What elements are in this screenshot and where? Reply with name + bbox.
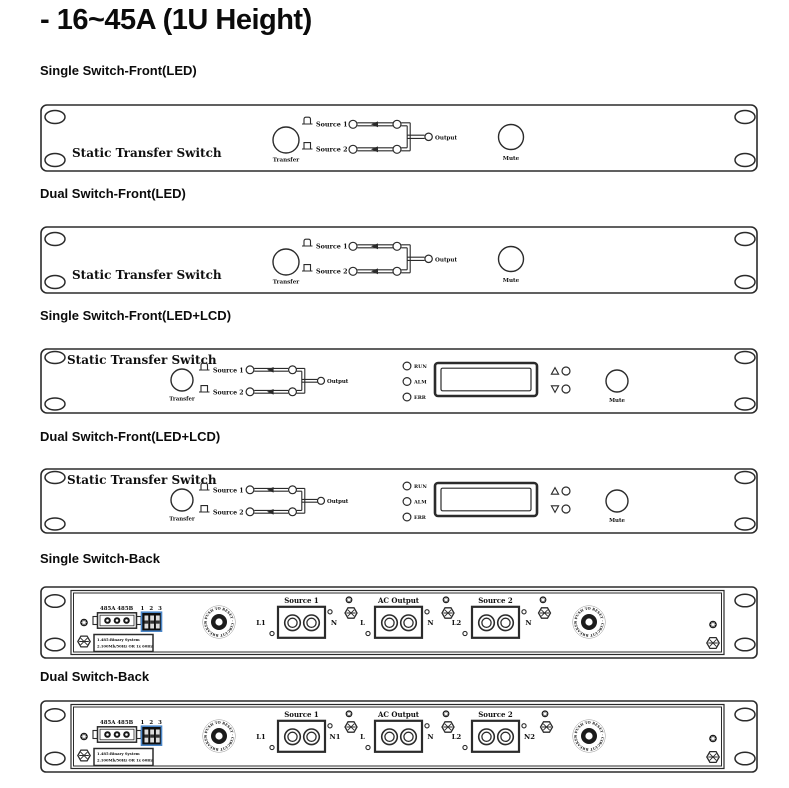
circuit-breaker-stamp: [203, 720, 236, 753]
bus-bracket: [297, 368, 318, 393]
screw-icon: [80, 619, 88, 627]
panel-dual-switch-front-lcd: [40, 468, 758, 534]
mute-button: [499, 247, 524, 285]
stamp-text: · PUSH TO RESET · CIRCUIT BREAKER: [203, 606, 235, 638]
bus-lines: [254, 368, 288, 393]
source2-led-2: [393, 267, 401, 275]
pilot-hole: [425, 724, 429, 728]
pilot-hole: [463, 631, 467, 635]
alm-led: [403, 498, 411, 506]
hex-screw-icon: [541, 722, 553, 732]
source1-terminal: [278, 710, 325, 752]
down-arrow-icon: [551, 386, 558, 393]
section-label-dual-back: Dual Switch-Back: [40, 669, 150, 684]
source1-led: [349, 242, 357, 250]
bus-bracket: [401, 123, 424, 151]
source2-led: [349, 267, 357, 275]
circuit-breaker-stamp: [573, 606, 606, 639]
pilot-hole: [328, 724, 332, 728]
screw-icon: [540, 596, 547, 603]
output-label: Output: [435, 257, 458, 264]
spec-line-1: 1.485:Binary System: [97, 637, 140, 642]
panel-dual-switch-back: [40, 700, 758, 773]
terminal-l2-label: L2: [451, 732, 462, 741]
run-led: [403, 362, 411, 370]
transfer-label: Transfer: [169, 396, 195, 403]
source1-label: Source 1: [213, 487, 244, 495]
source1-label: Source 1: [284, 709, 319, 719]
hex-screw-icon: [707, 752, 719, 763]
source1-icon: [302, 117, 313, 124]
dip-switch-label: 1 2 3: [140, 720, 164, 726]
terminal-l1-label: L1: [256, 732, 266, 741]
brand-text: Static Transfer Switch: [67, 473, 217, 487]
screw-icon: [346, 710, 353, 717]
stamp-text: · PUSH TO RESET · CIRCUIT BREAKER: [203, 720, 235, 752]
panel-dual-switch-front-led: [40, 226, 758, 294]
source2-led: [349, 145, 357, 153]
source2-label: Source 2: [213, 389, 244, 397]
pilot-hole: [425, 610, 429, 614]
section-label-dual-front-led: Dual Switch-Front(LED): [40, 186, 186, 201]
screw-icon: [443, 596, 450, 603]
mount-hole: [735, 233, 755, 246]
source2-icon: [302, 143, 313, 149]
source1-label: Source 1: [284, 595, 319, 605]
comm-port-label: 485A 485B: [100, 720, 134, 726]
bus-lines: [254, 488, 288, 513]
source2-terminal: [472, 596, 519, 638]
output-led: [425, 255, 432, 262]
mount-hole: [45, 398, 65, 410]
status-leds: [403, 362, 427, 401]
source1-label: Source 1: [316, 120, 348, 129]
panel-single-switch-front-lcd: [40, 348, 758, 414]
source2-led: [246, 508, 254, 516]
panel-single-switch-back: [40, 586, 758, 659]
mount-hole: [45, 233, 65, 246]
err-led: [403, 393, 411, 401]
section-label-dual-front-lcd: Dual Switch-Front(LED+LCD): [40, 429, 221, 444]
source1-led: [349, 120, 357, 128]
mount-hole: [45, 111, 65, 124]
pilot-hole: [522, 724, 526, 728]
source2-led-2: [393, 145, 401, 153]
transfer-label: Transfer: [169, 516, 195, 523]
mute-label: Mute: [609, 518, 625, 524]
bus-bracket: [297, 488, 318, 513]
stamp-text: · PUSH TO RESET · CIRCUIT BREAKER: [573, 606, 605, 638]
mute-button: [499, 125, 524, 163]
stamp-text: · PUSH TO RESET · CIRCUIT BREAKER: [573, 720, 605, 752]
hex-screw-icon: [442, 722, 454, 732]
mount-hole: [45, 595, 65, 608]
mute-button: [606, 370, 628, 404]
screw-icon: [80, 733, 88, 741]
source1-led-2: [393, 242, 401, 250]
source1-label: Source 1: [213, 367, 244, 375]
terminal-n-label: N: [525, 618, 532, 627]
ac-output-label: AC Output: [377, 595, 420, 605]
pilot-hole: [366, 631, 370, 635]
source2-label: Source 2: [478, 709, 513, 719]
source2-icon: [199, 506, 210, 512]
comm-port-label: 485A 485B: [100, 606, 134, 612]
spec-label: [94, 635, 153, 652]
source2-label: Source 2: [316, 267, 348, 276]
mimic-diagram: [302, 117, 458, 154]
mount-hole: [45, 709, 65, 722]
transfer-button: [273, 127, 300, 164]
rs485-connector: [93, 727, 141, 742]
screw-icon: [346, 596, 353, 603]
mount-hole: [735, 638, 755, 651]
dip-switch: [142, 726, 162, 745]
circuit-breaker-stamp: [203, 606, 236, 639]
flow-arrow: [267, 487, 274, 493]
brand-text: Static Transfer Switch: [67, 353, 217, 367]
mute-label: Mute: [609, 398, 625, 404]
err-label: ERR: [414, 515, 426, 521]
source2-led-2: [289, 388, 297, 396]
section-label-single-front-led: Single Switch-Front(LED): [40, 63, 197, 78]
ac-output-terminal: [375, 710, 422, 752]
panel-single-switch-front-led: [40, 104, 758, 172]
output-label: Output: [327, 499, 349, 506]
spec-line-1: 1.485:Binary System: [97, 751, 140, 756]
terminal-l-label: L: [360, 732, 365, 741]
spec-line-2: 2.100Mb/50Hz OR 1x 60Hz: [97, 758, 153, 763]
terminal-n1-label: N1: [329, 732, 341, 741]
terminal-n-label: N: [330, 618, 338, 627]
mount-hole: [45, 518, 65, 530]
ac-output-label: AC Output: [377, 709, 420, 719]
pilot-hole: [270, 631, 274, 635]
flow-arrow: [267, 389, 274, 395]
screw-icon: [443, 710, 450, 717]
err-label: ERR: [414, 395, 426, 401]
mimic-diagram: [302, 239, 458, 276]
source1-led: [246, 486, 254, 494]
down-button: [551, 505, 570, 513]
mount-hole: [735, 708, 755, 721]
bus-bracket: [401, 245, 424, 273]
mount-hole: [735, 518, 755, 530]
source2-icon: [302, 265, 313, 271]
terminal-n2-label: N2: [524, 732, 535, 741]
panel-face: [41, 227, 757, 293]
mount-hole: [735, 398, 755, 410]
ac-output-terminal: [375, 596, 422, 638]
mount-hole: [45, 472, 65, 484]
hex-screw-icon: [707, 638, 719, 649]
output-led: [425, 133, 432, 140]
mount-hole: [735, 594, 755, 607]
section-label-single-front-lcd: Single Switch-Front(LED+LCD): [40, 308, 232, 323]
source2-label: Source 2: [316, 145, 348, 154]
transfer-button: [273, 249, 300, 286]
spec-label: [94, 749, 153, 766]
up-button: [551, 487, 570, 495]
lcd-screen: [435, 483, 537, 516]
flow-arrow: [267, 509, 274, 515]
mimic-diagram: [199, 363, 349, 396]
section-label-single-back: Single Switch-Back: [40, 551, 160, 566]
transfer-button: [169, 489, 195, 523]
bus-lines: [357, 245, 393, 273]
panel-face: [41, 105, 757, 171]
hex-screw-icon: [539, 608, 551, 618]
page-title: - 16~45A (1U Height): [40, 4, 312, 36]
terminal-l-label: L: [360, 618, 365, 627]
mute-button: [606, 490, 628, 524]
terminal-l2-label: L2: [451, 618, 462, 627]
screw-icon: [709, 621, 717, 629]
mount-hole: [735, 472, 755, 484]
mount-hole: [45, 276, 65, 289]
source2-label: Source 2: [213, 509, 244, 517]
alm-led: [403, 378, 411, 386]
output-led: [318, 377, 325, 384]
pilot-hole: [522, 610, 526, 614]
alm-label: ALM: [414, 379, 427, 386]
source2-icon: [199, 386, 210, 392]
transfer-label: Transfer: [272, 279, 300, 286]
terminal-n-label: N: [427, 618, 434, 627]
source1-led-2: [393, 120, 401, 128]
run-label: RUN: [414, 484, 427, 490]
run-label: RUN: [414, 364, 427, 370]
source1-terminal: [278, 596, 325, 638]
output-led: [318, 497, 325, 504]
up-arrow-icon: [551, 368, 558, 375]
mount-hole: [735, 276, 755, 289]
run-led: [403, 482, 411, 490]
status-leds: [403, 482, 427, 521]
dip-switch: [142, 612, 162, 631]
bus-lines: [357, 123, 393, 151]
brand-text: Static Transfer Switch: [72, 268, 222, 282]
mute-label: Mute: [502, 278, 520, 284]
terminal-l1-label: L1: [256, 618, 266, 627]
mount-hole: [45, 154, 65, 167]
mount-hole: [45, 638, 65, 651]
output-label: Output: [327, 379, 349, 386]
lcd-screen: [435, 363, 537, 396]
mount-hole: [735, 154, 755, 167]
up-arrow-icon: [551, 488, 558, 495]
spec-line-2: 2.100Mb/50Hz OR 1x 60Hz: [97, 644, 153, 649]
pilot-hole: [366, 745, 370, 749]
up-button: [551, 367, 570, 375]
hex-screw-icon: [345, 608, 357, 618]
alm-label: ALM: [414, 499, 427, 506]
source1-label: Source 1: [316, 242, 348, 251]
source2-led: [246, 388, 254, 396]
terminal-n-label: N: [427, 732, 434, 741]
hex-screw-icon: [345, 722, 357, 732]
mount-hole: [735, 111, 755, 124]
screw-icon: [542, 710, 549, 717]
pilot-hole: [328, 610, 332, 614]
circuit-breaker-stamp: [573, 720, 606, 753]
screw-icon: [709, 735, 717, 743]
source2-label: Source 2: [478, 595, 513, 605]
source2-terminal: [472, 710, 519, 752]
transfer-label: Transfer: [272, 157, 300, 164]
mount-hole: [735, 752, 755, 765]
source1-led: [246, 366, 254, 374]
mimic-diagram: [199, 483, 349, 516]
mount-hole: [45, 352, 65, 364]
down-button: [551, 385, 570, 393]
dip-switch-label: 1 2 3: [140, 606, 164, 612]
down-arrow-icon: [551, 506, 558, 513]
transfer-button: [169, 369, 195, 403]
source2-led-2: [289, 508, 297, 516]
brand-text: Static Transfer Switch: [72, 146, 222, 160]
hex-screw-icon: [78, 636, 90, 647]
mount-hole: [45, 752, 65, 765]
mount-hole: [735, 352, 755, 364]
source1-led-2: [289, 366, 297, 374]
err-led: [403, 513, 411, 521]
output-label: Output: [435, 135, 458, 142]
hex-screw-icon: [442, 608, 454, 618]
flow-arrow: [267, 367, 274, 373]
rs485-connector: [93, 613, 141, 628]
source1-icon: [302, 239, 313, 246]
hex-screw-icon: [78, 750, 90, 761]
mute-label: Mute: [502, 156, 520, 162]
source1-led-2: [289, 486, 297, 494]
pilot-hole: [463, 745, 467, 749]
pilot-hole: [270, 745, 274, 749]
